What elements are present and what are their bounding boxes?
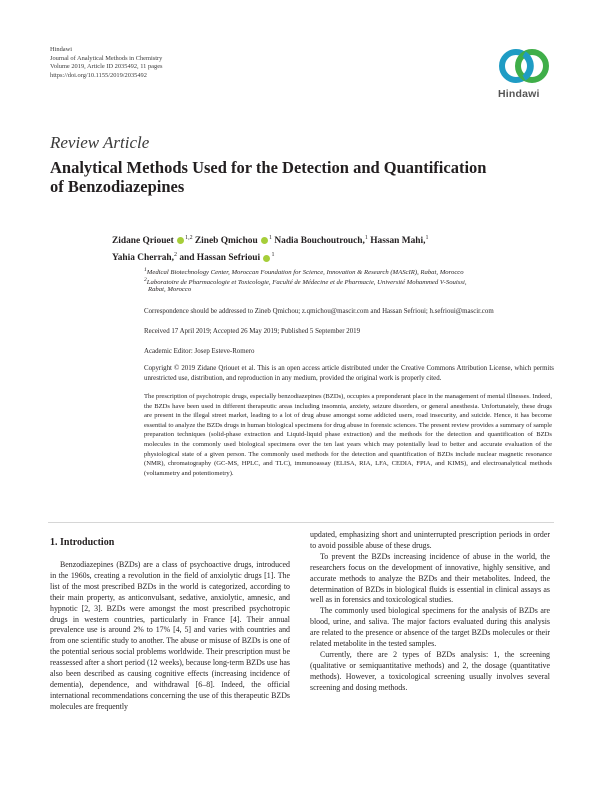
- logo-wordmark: Hindawi: [498, 88, 540, 100]
- author-name[interactable]: Zineb Qmichou: [194, 236, 258, 247]
- author-line-1: Zidane Qriouet $^{1,2}$ Zineb Qmichou $^1$ Nadia Bouchoutrouch,$^1$ Hassan Mahi,$^1$: [112, 235, 429, 247]
- publisher-name: Hindawi: [50, 46, 73, 53]
- doi-link[interactable]: https://doi.org/10.1155/2019/2035492: [50, 71, 147, 79]
- author-list: [112, 231, 532, 265]
- author-name[interactable]: Hassan Mahi,: [370, 236, 426, 247]
- journal-name: Journal of Analytical Methods in Chemistry: [50, 54, 163, 62]
- correspondence: Correspondence should be addressed to Zineb Qmichou; z.qmichou@mascir.com and Hassan Sefrioui; h.sefrioui@mascir.com: [144, 308, 494, 315]
- copyright-notice: Copyright © 2019 Zidane Qriouet et al. This is an open access article distributed under the Creative Commons Attribution License, which permits unrestricted use, distribution, and reproduction in any medium, provided the original work is properly cited.: [144, 365, 554, 382]
- abstract: The prescription of psychotropic drugs, especially benzodiazepines (BZDs), occupies a preponderant place in the management of mental illnesses. Indeed, the BZDs have been used in different therapeutic areas including insomnia, anxiety, seizure disorders, or general anesthesia. Unfortunately, these drugs are present in the illegal street market, leading to a lot of drug abuse amongst some addicted users, road insecurity, and suicide. Hence, it has become essential to analyze the BZDs drugs in human biological specimens for drug abuse in forensic sciences. The present review provides a summary of sample preparation techniques (solid-phase extraction and Liquid-liquid phase extraction) and the methods for the detection and quantification of BZDs molecules in the commonly used biological specimens over the ten last years which may potentially lead to better and accurate evaluation of the physiological state of a given person. The commonly used methods for the detection and quantification of BZDs include nuclear magnetic resonance (NMR), chromatography (GC-MS, HPLC, and TLC), immunoassay (ELISA, RIA, LFA, CEDIA, FPIA, and KIMS), and electroanalytical methods (voltammetry and potentiometry).: [144, 393, 552, 477]
- volume-line: Volume 2019, Article ID 2035492, 11 pages: [50, 63, 163, 71]
- orcid-icon[interactable]: [263, 255, 270, 262]
- publication-dates: Received 17 April 2019; Accepted 26 May 2019; Published 5 September 2019: [144, 328, 361, 335]
- affiliation: $^2$Laboratoire de Pharmacologie et Toxicologie, Faculté de Médecine et de Pharmacie, Université Mohammed V-Souissi,: [144, 277, 467, 287]
- body-column-right: [310, 530, 550, 694]
- author-line-2: Yahia Cherrah,$^2$ and Hassan Sefrioui $^1$: [112, 252, 275, 264]
- orcid-icon[interactable]: [261, 237, 268, 244]
- affiliation: Rabat, Morocco: [148, 286, 192, 293]
- author-name[interactable]: Hassan Sefrioui: [196, 253, 261, 264]
- paragraph: To prevent the BZDs increasing incidence of abuse in the world, the researchers focus on the development of innovative, highly sensitive, and accurate methods to analyze the BZDs and their metabolites. Indeed, the determination of BZDs in biological fluids is essential in clinical assays as well as in forensics and toxicological studies.: [310, 551, 550, 605]
- author-name[interactable]: Zidane Qriouet: [112, 236, 174, 247]
- article-title: Analytical Methods Used for the Detection and Quantification of Benzodiazepines: [50, 158, 487, 196]
- article-type: Review Article: [50, 133, 150, 152]
- paragraph: updated, emphasizing short and uninterrupted prescription periods in order to avoid possible abuse of these drugs.: [310, 530, 550, 550]
- paragraph: Currently, there are 2 types of BZDs analysis: 1, the screening (qualitative or semiquantitative methods) and 2, the dosage (quantitative methods). However, a toxicological screening usually involves several screening and dosing methods.: [310, 649, 550, 692]
- paragraph: The commonly used biological specimens for the analysis of BZDs are blood, urine, and saliva. The major factors evaluated during this analysis are related to the presence or absence of the target BZDs molecules or their related metabolite in the tested samples.: [310, 606, 550, 649]
- affiliation: $^1$Medical Biotechnology Center, Moroccan Foundation for Science, Innovation & Research (MAScIR), Rabat, Morocco: [144, 267, 464, 277]
- academic-editor: Academic Editor: Josep Esteve-Romero: [144, 348, 255, 355]
- section-heading: 1. Introduction: [50, 537, 115, 548]
- orcid-icon[interactable]: [177, 237, 184, 244]
- body-column-left: [50, 560, 290, 713]
- author-name[interactable]: Yahia Cherrah,: [112, 253, 174, 264]
- divider: [48, 522, 554, 523]
- paragraph: Benzodiazepines (BZDs) are a class of psychoactive drugs, introduced in the 1960s, creating a revolution in the field of anxiolytic drugs [1]. The list of the most prescribed BZDs in the world is categorized, according to their main property, as anticonvulsant, sedative, anxiolytic, amnesic, and hypnotic [2, 3]. BZDs were amongst the most prescribed psychotropic drugs in western countries, particularly in France [4]. Their annual prevalence use is around 2% to 17% [4, 5] and varies with countries and from one scientific study to another. The abuse or misuse of BZDs is one of the potential serious social problems worldwide. Their prescription must be reassessed after a short period (12 weeks), because long-term BZDs use has also been described as causing cognitive effects (increasing incidence of dementia), dependence, and withdrawal [6–8]. Indeed, the official international recommendations concerning the use of this therapeutic BZDs molecules are frequently: [50, 560, 290, 711]
- author-name[interactable]: Nadia Bouchoutrouch,: [274, 236, 365, 247]
- journal-header: [50, 46, 163, 80]
